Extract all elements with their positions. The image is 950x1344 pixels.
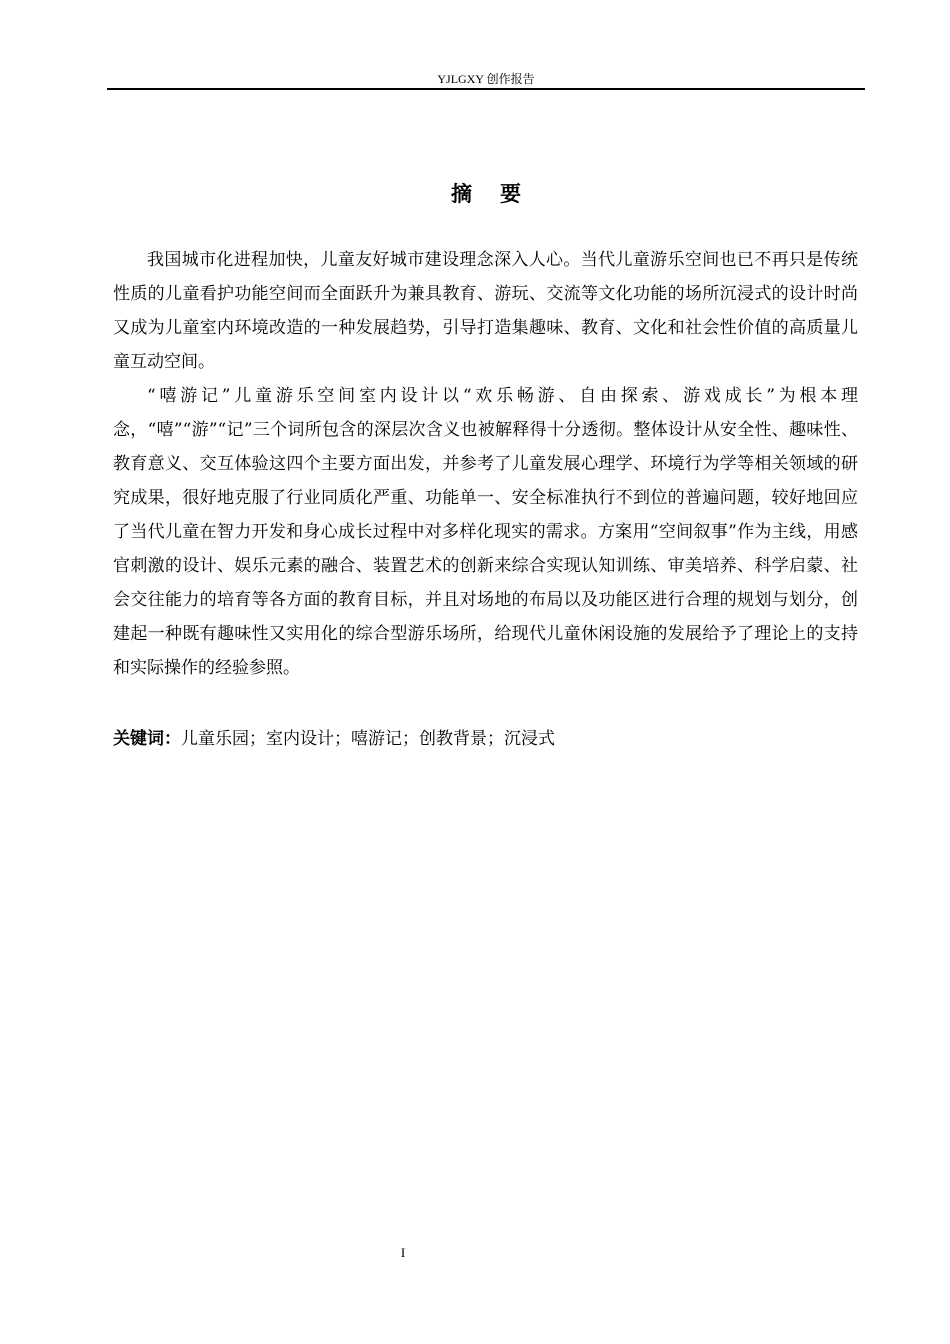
page-number: I (400, 1245, 406, 1260)
keywords-value: 儿童乐园；室内设计；嘻游记；创教背景；沉浸式 (181, 729, 555, 749)
abstract-body (113, 243, 858, 685)
abstract-title: 摘要 (451, 182, 549, 206)
keywords-line (113, 724, 858, 754)
abstract-paragraph-2: “嘻游记”儿童游乐空间室内设计以“欢乐畅游、自由探索、游戏成长”为根本理念，“嘻”“游”“记”三个词所包含的深层次含义也被解释得十分透彻。整体设计从安全性、趣味性、教育意义、交互体验这四个主要方面出发，并参考了儿童发展心理学、环境行为学等相关领域的研究成果，很好地克服了行业同质化严重、功能单一、安全标准执行不到位的普遍问题，较好地回应了当代儿童在智力开发和身心成长过程中对多样化现实的需求。方案用“空间叙事”作为主线，用感官刺激的设计、娱乐元素的融合、装置艺术的创新来综合实现认知训练、审美培养、科学启蒙、社会交往能力的培育等各方面的教育目标，并且对场地的布局以及功能区进行合理的规划与划分，创建起一种既有趣味性又实用化的综合型游乐场所，给现代儿童休闲设施的发展给予了理论上的支持和实际操作的经验参照。 (113, 386, 858, 678)
header-rule (107, 88, 865, 90)
running-header: YJLGXY 创作报告 (437, 72, 535, 86)
abstract-paragraph-1: 我国城市化进程加快，儿童友好城市建设理念深入人心。当代儿童游乐空间也已不再只是传统性质的儿童看护功能空间而全面跃升为兼具教育、游玩、交流等文化功能的场所沉浸式的设计时尚又成为儿童室内环境改造的一种发展趋势，引导打造集趣味、教育、文化和社会性价值的高质量儿童互动空间。 (113, 250, 858, 372)
keywords-label: 关键词： (113, 729, 181, 749)
